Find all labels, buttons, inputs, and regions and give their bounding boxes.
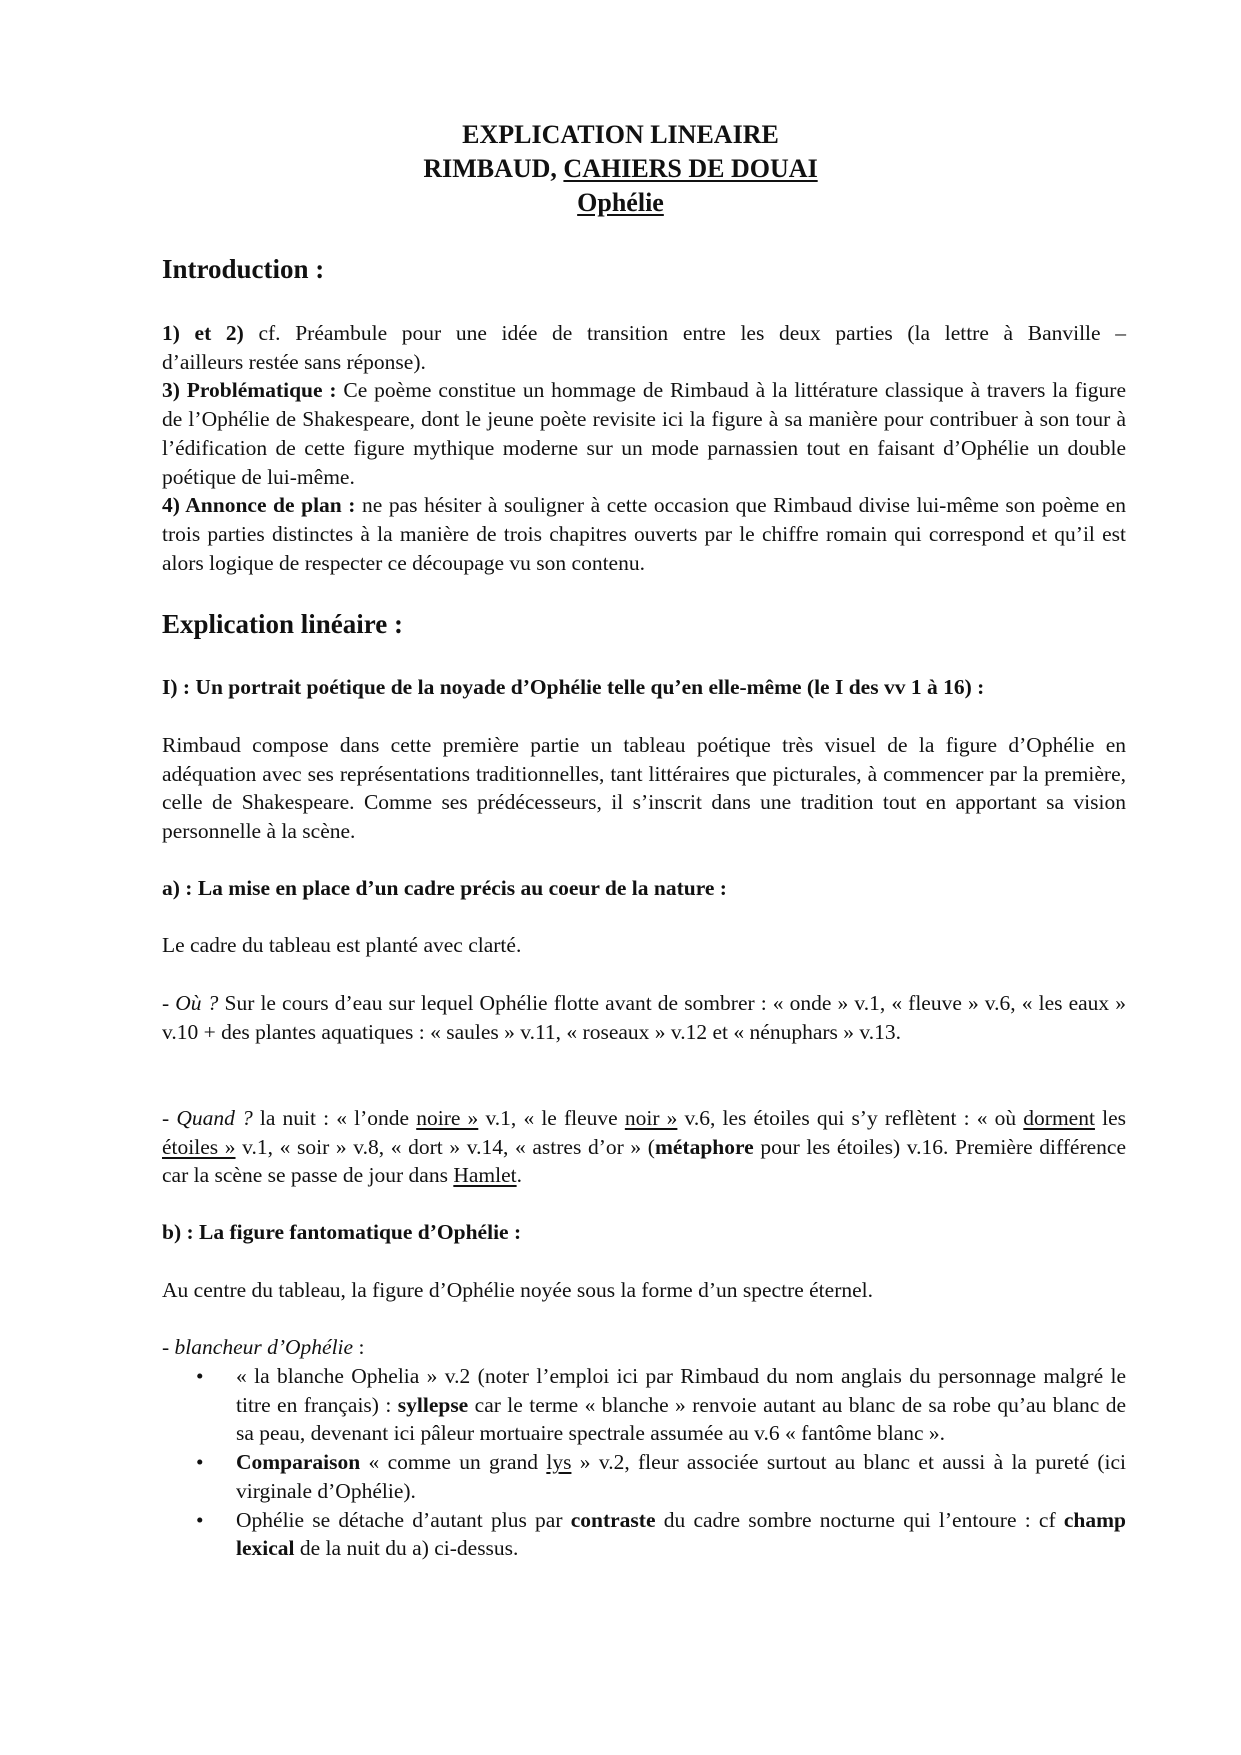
heading-explication: Explication linéaire : [162, 609, 403, 639]
sub-a-intro: Le cadre du tableau est planté avec clarté. [162, 933, 522, 957]
bullet-icon: • [196, 1450, 204, 1475]
bullet-item-comparaison: • Comparaison « comme un grand lys » v.2, fleur associée surtout au blanc et aussi à la pureté (ici virginale d’Ophélie). [196, 1450, 1126, 1503]
title-line-2 [0, 152, 1241, 186]
intro-paragraph-3 [162, 376, 1126, 491]
title-main: EXPLICATION LINEAIRE [462, 120, 779, 149]
problematique-text: Ce poème constitue un hommage de Rimbaud à la littérature classique à travers la figure de l’Ophélie de Shakespeare, dont le jeune poète revisite ici la figure à sa manière pour contribuer à son tour à l’édification de cette figure mythique moderne sur un mode parnassien tout en faisant d’Ophélie un double poétique de lui-même. [162, 378, 1126, 489]
intro-p1-line-2: d’ailleurs restée sans réponse). [162, 349, 426, 374]
annonce-plan-text: ne pas hésiter à souligner à cette occasion que Rimbaud divise lui-même son poème en trois parties distinctes à la manière de trois chapitres ouverts par le chiffre romain qui correspond et qu’il est alors logique de respecter ce découpage vu son contenu. [162, 493, 1126, 575]
bullet-item-syllepse: • « la blanche Ophelia » v.2 (noter l’emploi ici par Rimbaud du nom anglais du personnage malgré le titre en français) : syllepse car le terme « blanche » renvoie autant au blanc de sa robe qu’au blanc de sa peau, devenant ici pâleur mortuaire spectrale assumée au v.6 « fantôme blanc ». [196, 1364, 1126, 1446]
blancheur-line: - blancheur d’Ophélie : [162, 1335, 365, 1359]
title-line-1 [0, 118, 1241, 152]
quand-label: Quand ? [176, 1106, 253, 1130]
bullet-icon: • [196, 1364, 204, 1388]
title-poem: Ophélie [577, 188, 664, 217]
quand-paragraph: - Quand ? la nuit : « l’onde noire » v.1, « le fleuve noir » v.6, les étoiles qui s’y reflètent : « où dorment les étoiles » v.1, « soir » v.8, « dort » v.14, « astres d’or » (métaphore pour les étoiles) v.16. Première différence car la scène se passe de jour dans Hamlet. [162, 1106, 1126, 1188]
title-author: RIMBAUD, [423, 154, 564, 183]
blancheur-label: blancheur d’Ophélie [174, 1335, 354, 1359]
part1-intro: Rimbaud compose dans cette première partie un tableau poétique très visuel de la figure d’Ophélie en adéquation avec ses représentations traditionnelles, tant littéraires que picturales, à commencer par la première, celle de Shakespeare. Comme ses prédécesseurs, il s’inscrit dans une tradition tout en apportant sa vision personnelle à la scène. [162, 733, 1126, 844]
bullet-item-contraste: • Ophélie se détache d’autant plus par contraste du cadre sombre nocturne qui l’entoure : cf champ lexical de la nuit du a) ci-dessus. [196, 1507, 1126, 1561]
intro-p1-text-1: cf. Préambule pour une idée de transition entre les deux parties (la lettre à Banville – [243, 321, 1126, 345]
intro-p1-label: 1) et 2) [162, 321, 244, 345]
ou-paragraph: - Où ? Sur le cours d’eau sur lequel Ophélie flotte avant de sombrer : « onde » v.1, « fleuve » v.6, « les eaux » v.10 + des plantes aquatiques : « saules » v.11, « roseaux » v.12 et « nénuphars » v.13. [162, 991, 1126, 1044]
hamlet-title: Hamlet [453, 1163, 517, 1188]
bullet-icon: • [196, 1507, 204, 1532]
part1-heading: I) : Un portrait poétique de la noyade d’Ophélie telle qu’en elle-même (le I des vv 1 à 16) : [162, 675, 985, 699]
heading-introduction: Introduction : [162, 254, 325, 284]
intro-paragraph-1 [162, 319, 1126, 376]
annonce-plan-label: 4) Annonce de plan : [162, 493, 356, 518]
sub-b-heading: b) : La figure fantomatique d’Ophélie : [162, 1220, 522, 1244]
title-work: CAHIERS DE DOUAI [563, 154, 818, 183]
sub-a-heading: a) : La mise en place d’un cadre précis au coeur de la nature : [162, 876, 727, 900]
sub-b-intro: Au centre du tableau, la figure d’Ophélie noyée sous la forme d’un spectre éternel. [162, 1278, 874, 1302]
intro-p1-line-1 [162, 319, 1126, 348]
blancheur-bullet-list [162, 1362, 1126, 1563]
title-line-3 [0, 186, 1241, 220]
problematique-label: 3) Problématique : [162, 378, 337, 403]
ou-label: Où ? [175, 991, 219, 1015]
intro-paragraph-4 [162, 491, 1126, 577]
